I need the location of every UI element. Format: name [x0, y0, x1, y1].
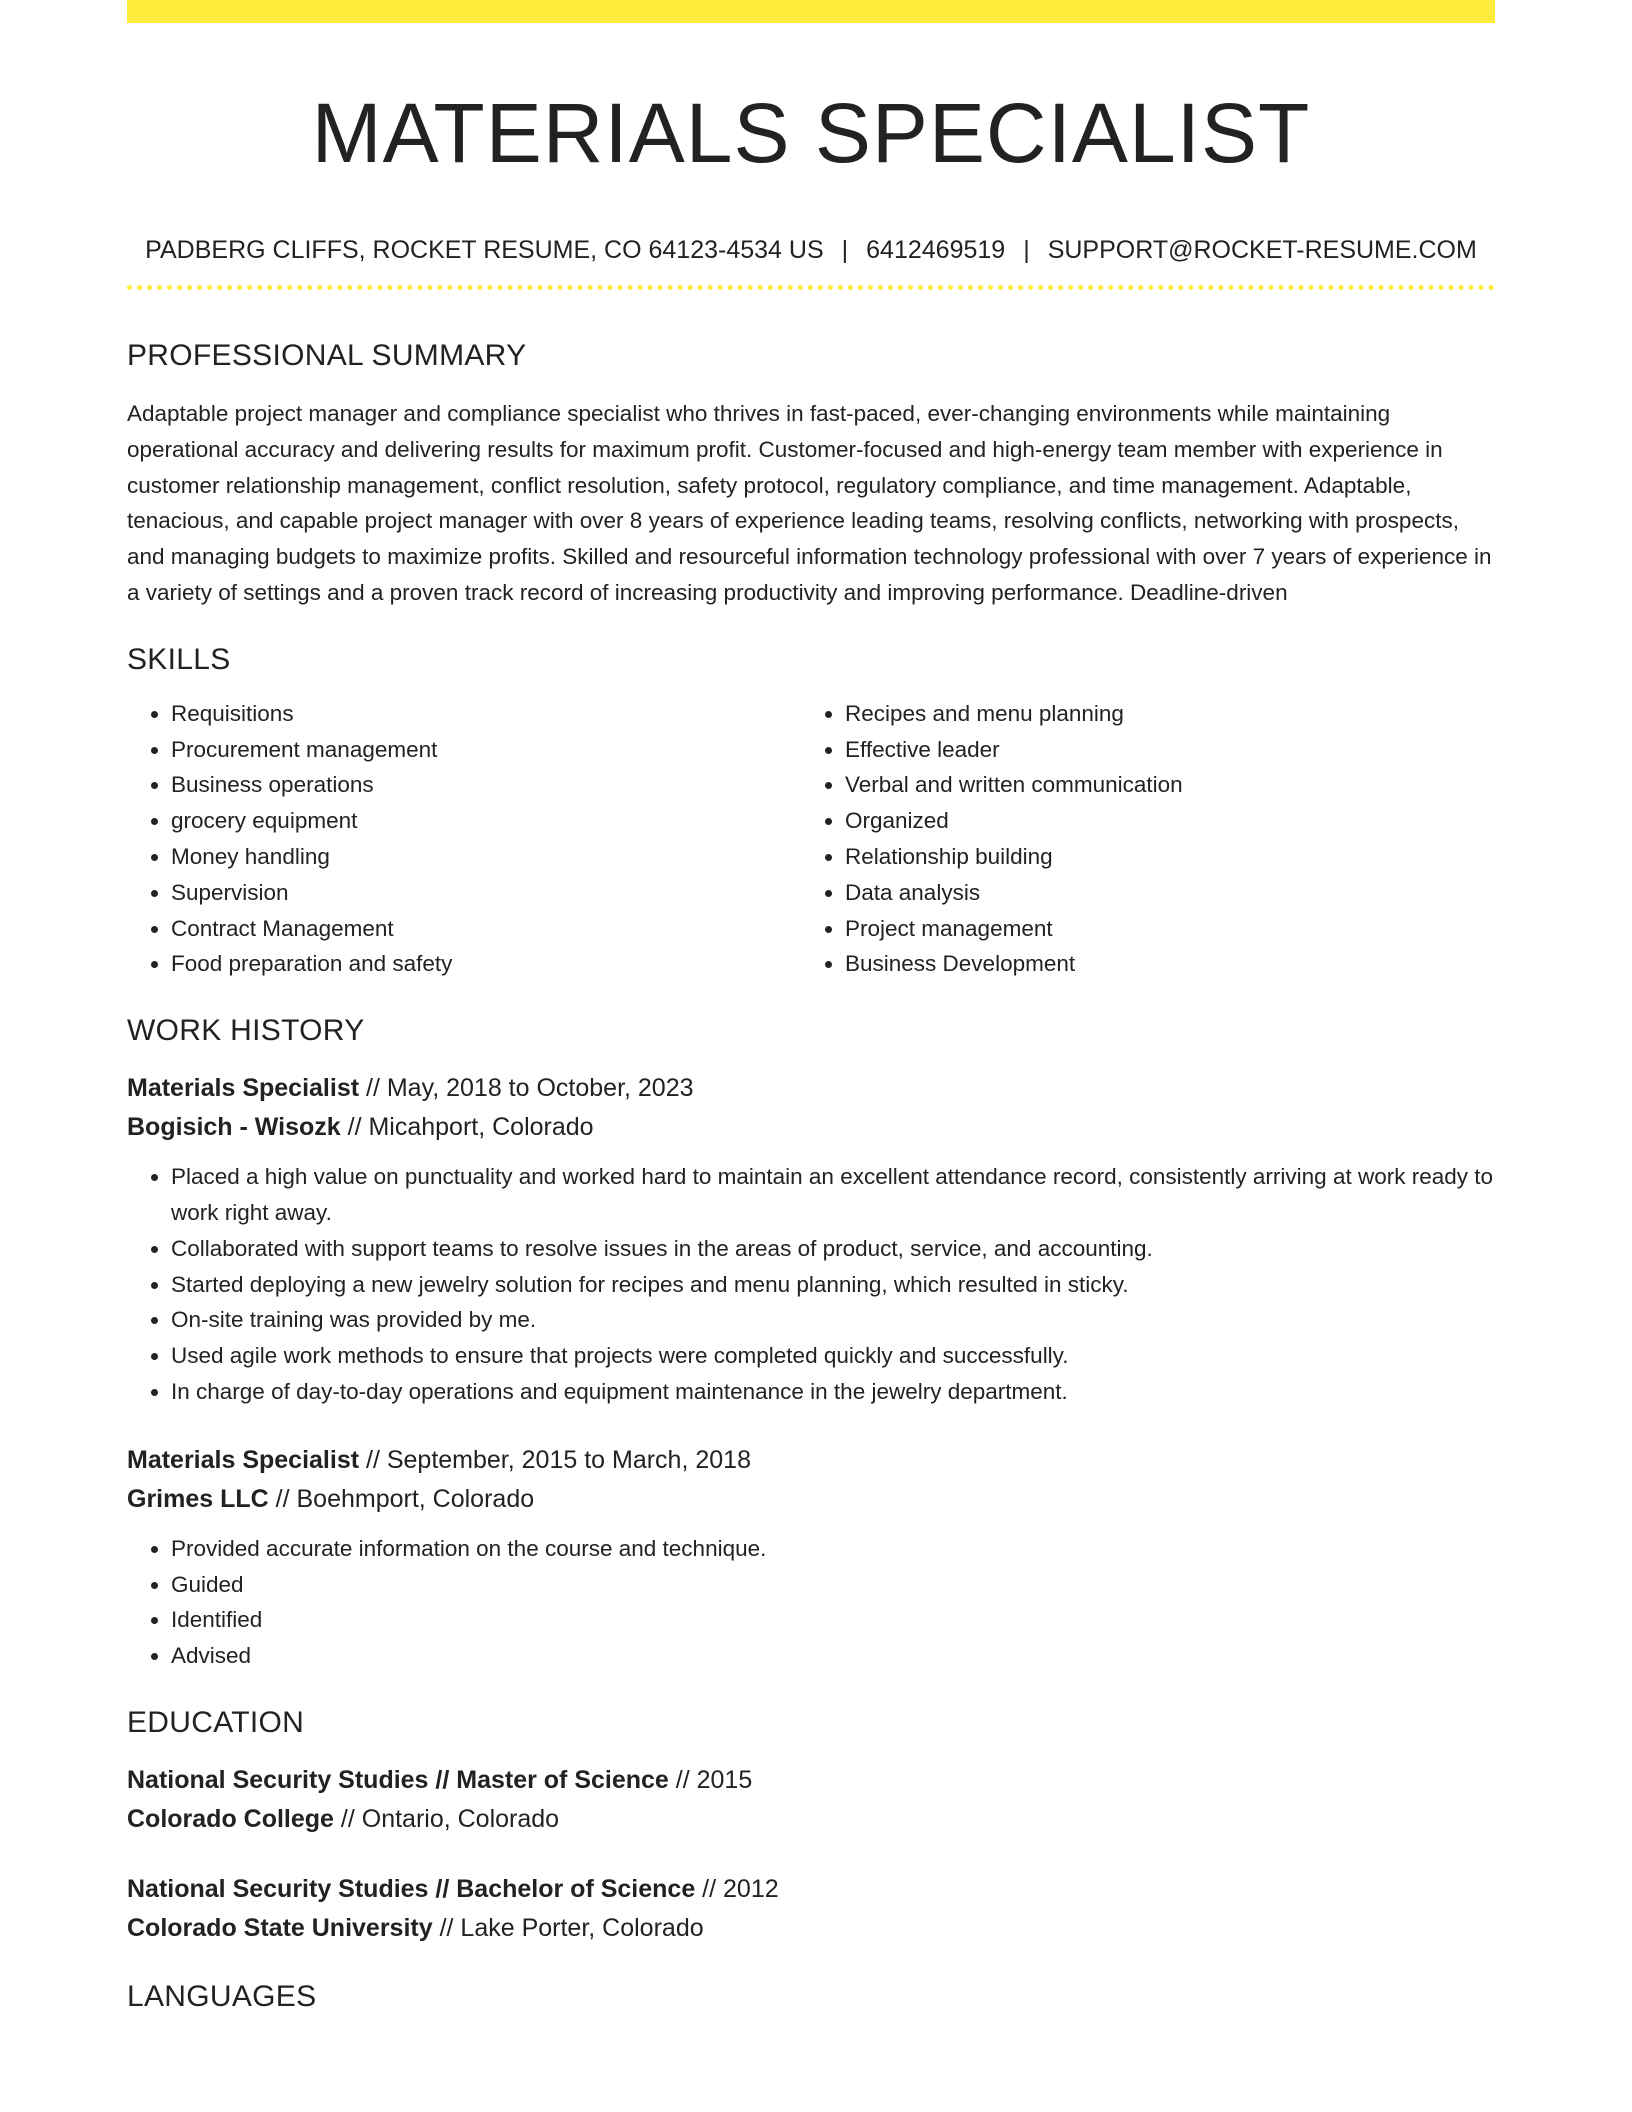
- job-role: Materials Specialist: [127, 1445, 360, 1474]
- summary-text: Adaptable project manager and compliance specialist who thrives in fast-paced, ever-changing environments while maintaining operational accuracy and delivering results for maximum profit. Customer-focused and high-energy team member with experience in customer relationship management, conflict resolution, safety protocol, regulatory compliance, and time management. Adaptable, tenacious, and capable project manager with over 8 years of experience leading teams, resolving conflicts, networking with prospects, and managing budgets to maximize profits. Skilled and resourceful information technology professional with over 7 years of experience in a variety of settings and a proven track record of increasing productivity and improving performance. Deadline-driven: [127, 401, 1492, 605]
- job-company-line: [127, 1480, 1495, 1519]
- graduation-year: // 2012: [695, 1874, 779, 1903]
- contact-separator: |: [841, 236, 849, 264]
- contact-line: [127, 233, 1495, 267]
- job-bullet: • Started deploying a new jewelry solution for recipes and menu planning, which resulted in sticky.: [171, 1267, 1495, 1303]
- job-company: Bogisich - Wisozk: [127, 1113, 341, 1142]
- job-company-line: [127, 1108, 1495, 1147]
- job-bullet: • Identified: [171, 1602, 1495, 1638]
- skills-list: [127, 696, 1495, 982]
- summary-heading: PROFESSIONAL SUMMARY: [127, 339, 527, 372]
- job-bullet: • In charge of day-to-day operations and equipment maintenance in the jewelry department.: [171, 1374, 1495, 1410]
- skill-item: • Business operations: [171, 767, 801, 803]
- skill-item: • Recipes and menu planning: [845, 696, 1475, 732]
- degree: National Security Studies // Master of Science: [127, 1765, 669, 1794]
- job-location: // Micahport, Colorado: [340, 1113, 594, 1142]
- skill-item: • Food preparation and safety: [171, 946, 801, 982]
- job-dates: // May, 2018 to October, 2023: [359, 1074, 694, 1103]
- job-bullet: • On-site training was provided by me.: [171, 1302, 1495, 1338]
- job-bullet: • Collaborated with support teams to resolve issues in the areas of product, service, and accounting.: [171, 1231, 1495, 1267]
- graduation-year: // 2015: [668, 1765, 753, 1794]
- skill-item: • Effective leader: [845, 732, 1475, 768]
- job-role-line: [127, 1069, 1495, 1108]
- skills-column-left: [127, 696, 801, 982]
- skill-item: • Business Development: [845, 946, 1475, 982]
- job-bullet: • Used agile work methods to ensure that projects were completed quickly and successfully.: [171, 1338, 1495, 1374]
- resume-page: [127, 0, 1495, 2017]
- job-role-line: [127, 1441, 1495, 1480]
- school-line: [127, 1909, 1495, 1948]
- job-bullet: • Guided: [171, 1567, 1495, 1603]
- job-dates: // September, 2015 to March, 2018: [359, 1445, 751, 1474]
- education-heading: EDUCATION: [127, 1705, 305, 1739]
- job-entry: [127, 1441, 1495, 1674]
- job-company: Grimes LLC: [127, 1484, 269, 1513]
- school-location: // Ontario, Colorado: [333, 1804, 560, 1833]
- degree: National Security Studies // Bachelor of Science: [127, 1874, 696, 1903]
- skills-heading: SKILLS: [127, 642, 231, 676]
- candidate-title: MATERIALS SPECIALIST: [311, 86, 1311, 180]
- skill-item: • Money handling: [171, 839, 801, 875]
- skill-item: • Data analysis: [845, 875, 1475, 911]
- skill-item: • Supervision: [171, 875, 801, 911]
- skill-item: • Procurement management: [171, 732, 801, 768]
- contact-separator: |: [1023, 236, 1030, 264]
- school: Colorado State University: [127, 1913, 433, 1942]
- skill-item: • Organized: [845, 803, 1475, 839]
- skills-column-right: [801, 696, 1475, 982]
- job-bullet: • Placed a high value on punctuality and worked hard to maintain an excellent attendance record, consistently arriving at work ready to work right away.: [171, 1159, 1495, 1231]
- skill-item: • Project management: [845, 911, 1475, 947]
- email-link[interactable]: SUPPORT@ROCKET-RESUME.COM: [1047, 236, 1477, 264]
- school: Colorado College: [127, 1804, 334, 1833]
- phone[interactable]: 6412469519: [866, 236, 1006, 264]
- accent-bar: [127, 0, 1495, 23]
- dotted-divider: [127, 285, 1495, 290]
- job-location: // Boehmport, Colorado: [268, 1484, 535, 1513]
- job-bullet: • Provided accurate information on the course and technique.: [171, 1531, 1495, 1567]
- skill-item: • Contract Management: [171, 911, 801, 947]
- skill-item: • Requisitions: [171, 696, 801, 732]
- job-role: Materials Specialist: [127, 1074, 360, 1103]
- work-history-heading: WORK HISTORY: [127, 1014, 365, 1048]
- education-entry: [127, 1761, 1495, 1839]
- school-location: // Lake Porter, Colorado: [432, 1913, 704, 1942]
- languages-heading: LANGUAGES: [127, 1979, 317, 2013]
- skill-item: • Verbal and written communication: [845, 767, 1475, 803]
- job-bullet: • Advised: [171, 1638, 1495, 1674]
- skill-item: • grocery equipment: [171, 803, 801, 839]
- job-bullets: [127, 1531, 1495, 1674]
- degree-line: [127, 1870, 1495, 1909]
- job-entry: [127, 1069, 1495, 1410]
- degree-line: [127, 1761, 1495, 1800]
- education-entry: [127, 1870, 1495, 1948]
- address: PADBERG CLIFFS, ROCKET RESUME, CO 64123-4534 US: [145, 236, 824, 264]
- school-line: [127, 1800, 1495, 1839]
- skill-item: • Relationship building: [845, 839, 1475, 875]
- job-bullets: [127, 1159, 1495, 1410]
